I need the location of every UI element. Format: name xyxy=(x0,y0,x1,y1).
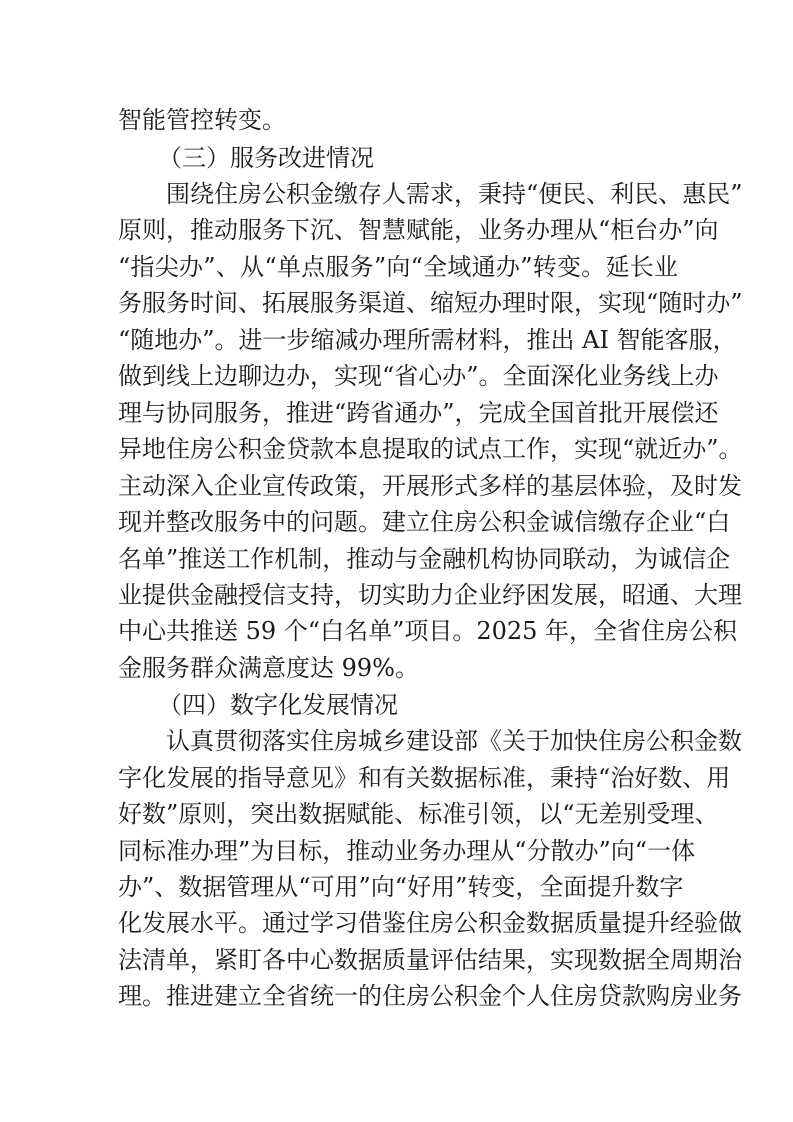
section-heading-service: （三）服务改进情况 xyxy=(158,144,374,172)
paragraph-line: 智能管控转变。 xyxy=(118,106,286,134)
paragraph-line: 原则，推动服务下沉、智慧赋能，业务办理从“柜台办”向 xyxy=(118,216,719,244)
paragraph-line: 化发展水平。通过学习借鉴住房公积金数据质量提升经验做 xyxy=(118,909,742,937)
paragraph-line: 业提供金融授信支持，切实助力企业纾困发展，昭通、大理 xyxy=(118,581,742,609)
paragraph-line: 认真贯彻落实住房城乡建设部《关于加快住房公积金数 xyxy=(166,727,742,755)
paragraph-line: 中心共推送 59 个“白名单”项目。2025 年，全省住房公积 xyxy=(118,617,738,645)
paragraph-line: 名单”推送工作机制，推动与金融机构协同联动，为诚信企 xyxy=(118,545,731,573)
paragraph-line: 法清单，紧盯各中心数据质量评估结果，实现数据全周期治 xyxy=(118,946,742,974)
paragraph-line: 务服务时间、拓展服务渠道、缩短办理时限，实现“随时办” xyxy=(118,289,743,317)
paragraph-line: 围绕住房公积金缴存人需求，秉持“便民、利民、惠民” xyxy=(166,180,743,208)
paragraph-line: “指尖办”、从“单点服务”向“全域通办”转变。延长业 xyxy=(118,253,678,281)
paragraph-line: 现并整改服务中的问题。建立住房公积金诚信缴存企业“白 xyxy=(118,508,731,536)
paragraph-line: 金服务群众满意度达 99%。 xyxy=(118,654,419,682)
section-heading-digital: （四）数字化发展情况 xyxy=(158,691,398,719)
paragraph-line: 字化发展的指导意见》和有关数据标准，秉持“治好数、用 xyxy=(118,764,731,792)
paragraph-line: “随地办”。进一步缩减办理所需材料，推出 AI 智能客服， xyxy=(118,326,737,354)
paragraph-line: 异地住房公积金贷款本息提取的试点工作，实现“就近办”。 xyxy=(118,435,743,463)
paragraph-line: 理与协同服务，推进“跨省通办”，完成全国首批开展偿还 xyxy=(118,399,719,427)
paragraph-line: 好数”原则，突出数据赋能、标准引领，以“无差别受理、 xyxy=(118,800,719,828)
paragraph-line: 办”、数据管理从“可用”向“好用”转变，全面提升数字 xyxy=(118,873,684,901)
paragraph-line: 主动深入企业宣传政策，开展形式多样的基层体验，及时发 xyxy=(118,472,742,500)
paragraph-line: 做到线上边聊边办，实现“省心办”。全面深化业务线上办 xyxy=(118,362,719,390)
paragraph-line: 理。推进建立全省统一的住房公积金个人住房贷款购房业务 xyxy=(118,982,742,1010)
paragraph-line: 同标准办理”为目标，推动业务办理从“分散办”向“一体 xyxy=(118,837,696,865)
